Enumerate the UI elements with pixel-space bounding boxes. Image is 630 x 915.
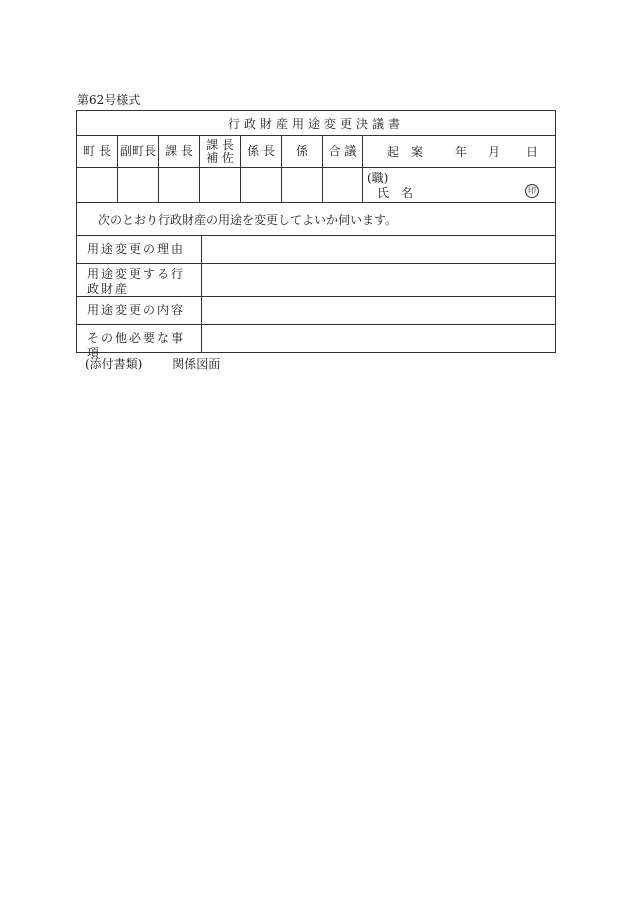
approver-unit-chief [241,136,282,202]
draft-label: 起 案 [387,145,424,159]
other-row [77,325,555,360]
approver-label: 係 長 [241,136,281,168]
drafter-body[interactable] [363,168,555,202]
request-statement: 次のとおり行政財産の用途を変更してよいか伺います。 [77,203,555,236]
form-title: 行政財産用途変更決議書 [77,111,555,136]
form-number: 第62号様式 [77,93,141,107]
name-label: 氏 名 [377,186,414,200]
year-label: 年 [455,145,468,159]
stamp-box[interactable] [159,168,199,202]
stamp-box[interactable] [77,168,117,202]
attachments [85,355,246,372]
property-row [77,264,555,297]
approver-label: 課 長 補 佐 [200,136,240,168]
approver-mayor [77,136,118,202]
row-label: その他必要な事項 [77,325,202,352]
other-field[interactable] [202,325,555,352]
approver-label: 町 長 [77,136,117,168]
reason-field[interactable] [202,236,555,263]
resolution-form [76,110,556,360]
row-label: 用途変更の理由 [77,236,202,263]
approver-deputy-mayor [118,136,159,202]
stamp-box[interactable] [200,168,240,202]
approval-section [77,136,555,203]
position-label: (職) [367,171,389,185]
attachments-label: (添付書類) [85,357,143,371]
row-label: 用途変更の内容 [77,297,202,324]
drafter-section [363,136,555,202]
stamp-box[interactable] [282,168,322,202]
day-label: 日 [526,145,539,159]
approver-assistant-chief [200,136,241,202]
stamp-box[interactable] [323,168,362,202]
reason-row [77,236,555,264]
seal-mark: 印 [525,184,539,198]
approver-section-chief [159,136,200,202]
property-field[interactable] [202,264,555,296]
approver-label: 合 議 [323,136,362,168]
month-label: 月 [488,145,501,159]
row-label: 用途変更する行政財産 [77,264,202,296]
approver-consultation [323,136,363,202]
drafter-header [363,136,555,168]
stamp-box[interactable] [241,168,281,202]
content-row [77,297,555,325]
approver-label: 副町長 [118,136,158,168]
content-field[interactable] [202,297,555,324]
approver-label: 課 長 [159,136,199,168]
stamp-box[interactable] [118,168,158,202]
approver-staff [282,136,323,202]
approver-label: 係 [282,136,322,168]
attachments-value: 関係図面 [172,357,221,371]
